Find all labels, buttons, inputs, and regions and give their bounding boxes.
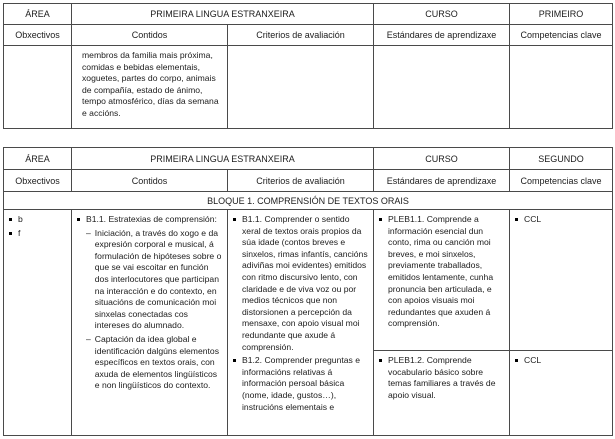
table1-curso-label: CURSO bbox=[374, 4, 510, 25]
table2-competencia-cell-1 bbox=[510, 210, 613, 351]
bullet-icon bbox=[379, 218, 382, 221]
contidos-continuation-text: membros da familia mais próxima, comidas e bebidas elementais, xoguetes, partes do corpo, animais de compañía, estado de ánimo, tempo atmosférico, días da semana e accións. bbox=[82, 50, 219, 118]
obxectivo-label: b bbox=[18, 214, 23, 224]
table1-columns-row bbox=[4, 25, 613, 46]
competencia-label: CCL bbox=[524, 355, 542, 365]
table2-col-criterios: Criterios de avaliación bbox=[228, 170, 374, 192]
estandar-item bbox=[377, 355, 506, 401]
obxectivo-item bbox=[7, 214, 68, 226]
table2-columns-row bbox=[4, 170, 613, 192]
bullet-icon bbox=[77, 218, 80, 221]
estandar-item-text: PLEB1.2. Comprende vocabulario básico sobre temas familiares a través de apoio visual. bbox=[388, 355, 496, 400]
table2-area-label: ÁREA bbox=[4, 148, 72, 170]
competencia-label: CCL bbox=[524, 214, 542, 224]
table2-col-estandares: Estándares de aprendizaxe bbox=[374, 170, 510, 192]
criterio-item-text: B1.1. Comprender o sentido xeral de textos orais propios da súa idade (contos breves e sinxelos, rimas infantís, cancións adiviñas moi evidentes) emitidos con ritmo discursivo lento, con claridade e de viva voz ou por medios técnicos que non distorsionen a percepción da mensaxe, con apoio visual moi redundante que axude á comprensión. bbox=[242, 214, 368, 352]
obxectivo-item bbox=[7, 228, 68, 240]
contido-item-text: B1.1. Estratexias de comprensión: bbox=[86, 214, 217, 224]
table1-curso-value: PRIMEIRO bbox=[510, 4, 613, 25]
contido-subitem-text: Iniciación, a través do xogo e da expresión corporal e musical, á formulación de hipóteses sobre o que se vai escoitar en función dos interlocutores que participan na interacción e do contexto, en situacións de comunicación moi sinxelas conectadas cos intereses do alumnado. bbox=[94, 227, 222, 331]
table2-col-contidos: Contidos bbox=[72, 170, 228, 192]
competencia-item bbox=[513, 214, 609, 226]
block-title: BLOQUE 1. COMPRENSIÓN DE TEXTOS ORAIS bbox=[4, 192, 613, 210]
table2-curso-label: CURSO bbox=[374, 148, 510, 170]
dash-marker-icon bbox=[86, 334, 91, 346]
bullet-icon bbox=[9, 232, 12, 235]
table1-obxectivos-cell bbox=[4, 46, 72, 129]
table1-criterios-cell bbox=[228, 46, 374, 129]
table1-col-estandares: Estándares de aprendizaxe bbox=[374, 25, 510, 46]
table1-competencias-cell bbox=[510, 46, 613, 129]
table1-subject: PRIMEIRA LINGUA ESTRANXEIRA bbox=[72, 4, 374, 25]
estandar-item-text: PLEB1.1. Comprende a información esencial dun conto, rima ou canción moi breves, e moi sinxelos, previamente traballados, emitidos lentamente, cunha pronuncia ben articulada, e con apoios visuais moi redundantes que axuden á comprensión. bbox=[388, 214, 494, 329]
curriculum-table-primeiro bbox=[3, 3, 613, 129]
table2-block-row bbox=[4, 192, 613, 210]
criterio-item bbox=[231, 214, 370, 353]
bullet-icon bbox=[233, 359, 236, 362]
table2-curso-value: SEGUNDO bbox=[510, 148, 613, 170]
bullet-icon bbox=[379, 359, 382, 362]
obxectivo-label: f bbox=[18, 227, 21, 238]
table2-estandar-cell-1 bbox=[374, 210, 510, 351]
table1-col-criterios: Criterios de avaliación bbox=[228, 25, 374, 46]
table1-body-row bbox=[4, 46, 613, 129]
contido-subitem bbox=[86, 334, 224, 392]
table2-subject: PRIMEIRA LINGUA ESTRANXEIRA bbox=[72, 148, 374, 170]
contido-subitem-text: Captación da idea global e identificación dalgúns elementos específicos en textos orais, con axuda de elementos lingüísticos e non lingüísticos do contexto. bbox=[94, 333, 219, 391]
bullet-icon bbox=[233, 218, 236, 221]
dash-marker-icon bbox=[86, 228, 91, 240]
table2-col-competencias: Competencias clave bbox=[510, 170, 613, 192]
competencia-item bbox=[513, 355, 609, 367]
table2-estandar-cell-2 bbox=[374, 351, 510, 436]
table2-col-obxectivos: Obxectivos bbox=[4, 170, 72, 192]
curriculum-table-segundo bbox=[3, 147, 613, 436]
bullet-icon bbox=[9, 218, 12, 221]
table1-col-competencias: Competencias clave bbox=[510, 25, 613, 46]
table1-col-obxectivos: Obxectivos bbox=[4, 25, 72, 46]
table2-obxectivos-cell bbox=[4, 210, 72, 436]
table2-competencia-cell-2 bbox=[510, 351, 613, 436]
table1-header-row bbox=[4, 4, 613, 25]
table1-estandares-cell bbox=[374, 46, 510, 129]
table1-area-label: ÁREA bbox=[4, 4, 72, 25]
estandar-item bbox=[377, 214, 506, 330]
table2-body-subrow-1 bbox=[4, 210, 613, 351]
contido-item bbox=[75, 214, 224, 226]
table1-contidos-cell bbox=[72, 46, 228, 129]
bullet-icon bbox=[515, 218, 518, 221]
table1-col-contidos: Contidos bbox=[72, 25, 228, 46]
table2-criterios-cell bbox=[228, 210, 374, 436]
criterio-item-text: B1.2. Comprender preguntas e informacións relativas á información persoal básica (nome, idade, gustos…), instrucións elementais e bbox=[242, 355, 360, 412]
table2-contidos-cell bbox=[72, 210, 228, 436]
bullet-icon bbox=[515, 359, 518, 362]
contido-subitem bbox=[86, 228, 224, 332]
criterio-item bbox=[231, 355, 370, 413]
table2-header-row bbox=[4, 148, 613, 170]
